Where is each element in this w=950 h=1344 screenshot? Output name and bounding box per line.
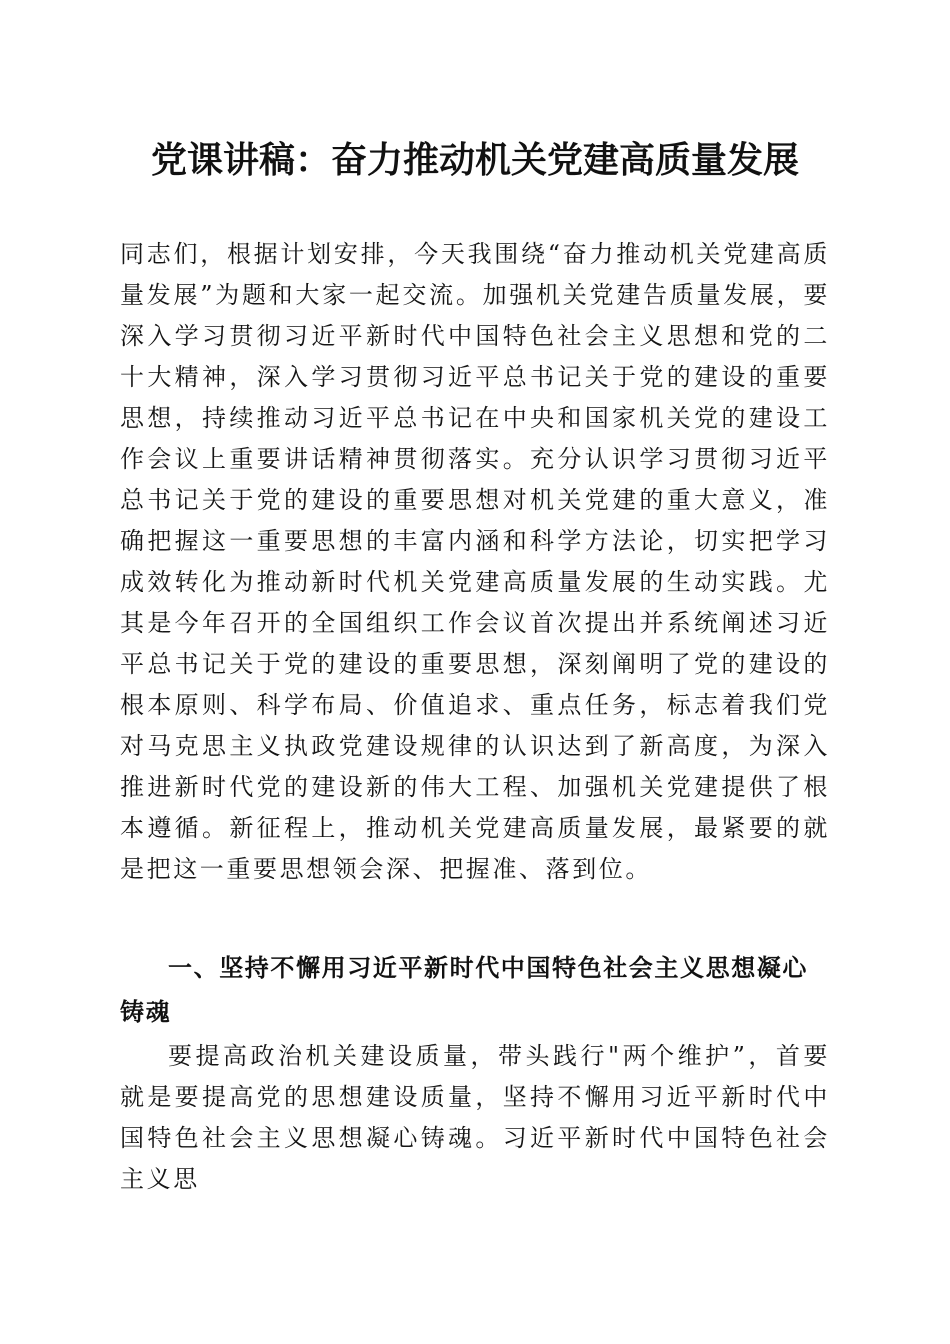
section-heading-1: 一、坚持不懈用习近平新时代中国特色社会主义思想凝心铸魂 [120,954,808,1026]
document-title: 党课讲稿：奋力推动机关党建高质量发展 [150,139,799,181]
intro-paragraph: 同志们，根据计划安排，今天我围绕“奋力推动机关党建高质量发展”为题和大家一起交流。加强机关党建告质量发展，要深入学习贯彻习近平新时代中国特色社会主义思想和党的二十大精神，深入学习贯彻习近平总书记关于党的建设的重要思想，持续推动习近平总书记在中央和国家机关党的建设工作会议上重要讲话精神贯彻落实。充分认识学习贯彻习近平总书记关于党的建设的重要思想对机关党建的重大意义，准确把握这一重要思想的丰富内涵和科学方法论，切实把学习成效转化为推动新时代机关党建高质量发展的生动实践。尤其是今年召开的全国组织工作会议首次提出并系统阐述习近平总书记关于党的建设的重要思想，深刻阐明了党的建设的根本原则、科学布局、价值追求、重点任务，标志着我们党对马克思主义执政党建设规律的认识达到了新高度，为深入推进新时代党的建设新的伟大工程、加强机关党建提供了根本遵循。新征程上，推动机关党建高质量发展，最紧要的就是把这一重要思想领会深、把握准、落到位。 [120,240,830,883]
section-1-paragraph: 要提高政治机关建设质量，带头践行"两个维护”，首要就是要提高党的思想建设质量，坚持不懈用习近平新时代中国特色社会主义思想凝心铸魂。习近平新时代中国特色社会主义思 [120,1042,830,1193]
